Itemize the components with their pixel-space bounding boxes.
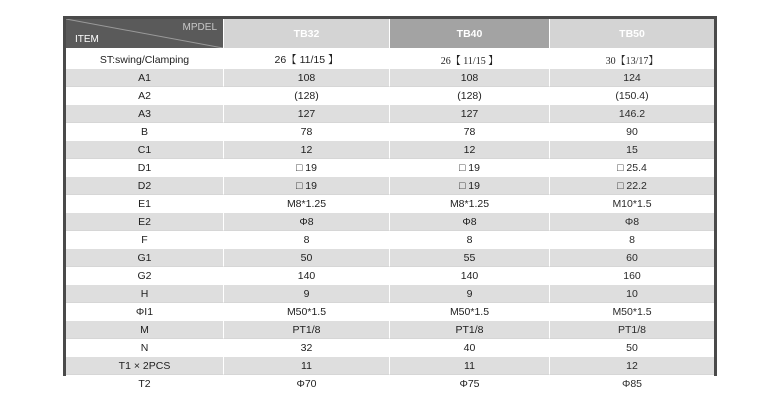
value-cell-tb40: 12 — [389, 140, 549, 158]
value-cell-tb50: (150.4) — [549, 86, 714, 104]
table-row — [66, 68, 714, 86]
value-cell-tb32: Φ8 — [223, 212, 389, 230]
table-row — [66, 212, 714, 230]
spec-table — [66, 19, 714, 392]
table-row — [66, 50, 714, 68]
value-cell-tb32: M8*1.25 — [223, 194, 389, 212]
value-cell-tb40: M50*1.5 — [389, 302, 549, 320]
table-row — [66, 248, 714, 266]
table-row — [66, 266, 714, 284]
column-header-tb50: TB50 — [549, 19, 714, 50]
value-cell-tb50: Φ8 — [549, 212, 714, 230]
value-cell-tb50: 12 — [549, 356, 714, 374]
table-row — [66, 158, 714, 176]
value-cell-tb32: (128) — [223, 86, 389, 104]
value-cell-tb40: Φ8 — [389, 212, 549, 230]
value-cell-tb32: 108 — [223, 68, 389, 86]
value-cell-tb40: 9 — [389, 284, 549, 302]
value-cell-tb50: □ 25.4 — [549, 158, 714, 176]
row-item-label: G1 — [66, 248, 223, 266]
value-cell-tb50: 124 — [549, 68, 714, 86]
value-cell-tb32: 50 — [223, 248, 389, 266]
model-axis-label: MPDEL — [182, 22, 217, 33]
value-cell-tb32: 11 — [223, 356, 389, 374]
value-cell-tb40: 127 — [389, 104, 549, 122]
table-row — [66, 176, 714, 194]
spec-table-frame — [63, 16, 717, 390]
row-item-label: M — [66, 320, 223, 338]
item-axis-label: ITEM — [75, 34, 99, 45]
value-cell-tb40: Φ75 — [389, 374, 549, 392]
table-row — [66, 194, 714, 212]
value-cell-tb32: 78 — [223, 122, 389, 140]
row-item-label: A2 — [66, 86, 223, 104]
table-row — [66, 374, 714, 392]
value-cell-tb40: 140 — [389, 266, 549, 284]
value-cell-tb50: 60 — [549, 248, 714, 266]
value-cell-tb32: □ 19 — [223, 158, 389, 176]
value-cell-tb40: 8 — [389, 230, 549, 248]
value-cell-tb40: 40 — [389, 338, 549, 356]
row-item-label: G2 — [66, 266, 223, 284]
value-cell-tb32: □ 19 — [223, 176, 389, 194]
value-cell-tb32: PT1/8 — [223, 320, 389, 338]
value-cell-tb50: M10*1.5 — [549, 194, 714, 212]
value-cell-tb32: 32 — [223, 338, 389, 356]
table-row — [66, 104, 714, 122]
row-item-label: D2 — [66, 176, 223, 194]
value-cell-tb32: 12 — [223, 140, 389, 158]
row-item-label: F — [66, 230, 223, 248]
row-item-label: E2 — [66, 212, 223, 230]
value-cell-tb50: 8 — [549, 230, 714, 248]
value-cell-tb32: Φ70 — [223, 374, 389, 392]
value-cell-tb50: 50 — [549, 338, 714, 356]
spec-table-body — [66, 50, 714, 392]
value-cell-tb40: □ 19 — [389, 176, 549, 194]
row-item-label: A1 — [66, 68, 223, 86]
value-cell-tb50: Φ85 — [549, 374, 714, 392]
value-cell-tb40: PT1/8 — [389, 320, 549, 338]
row-item-label: H — [66, 284, 223, 302]
row-item-label: C1 — [66, 140, 223, 158]
value-cell-tb40: 55 — [389, 248, 549, 266]
value-cell-tb32: 140 — [223, 266, 389, 284]
table-row — [66, 140, 714, 158]
value-cell-tb50: 160 — [549, 266, 714, 284]
table-row — [66, 338, 714, 356]
value-cell-tb40: □ 19 — [389, 158, 549, 176]
value-cell-tb32: 26【 11/15 】 — [223, 50, 389, 68]
column-header-tb32: TB32 — [223, 19, 389, 50]
value-cell-tb50: 15 — [549, 140, 714, 158]
value-cell-tb40: 78 — [389, 122, 549, 140]
table-row — [66, 230, 714, 248]
table-row — [66, 356, 714, 374]
value-cell-tb50: M50*1.5 — [549, 302, 714, 320]
value-cell-tb50: 10 — [549, 284, 714, 302]
row-item-label: D1 — [66, 158, 223, 176]
table-row — [66, 86, 714, 104]
row-item-label: T2 — [66, 374, 223, 392]
value-cell-tb32: 127 — [223, 104, 389, 122]
value-cell-tb40: 26【 11/15 】 — [389, 50, 549, 68]
row-item-label: T1 × 2PCS — [66, 356, 223, 374]
row-item-label: B — [66, 122, 223, 140]
table-row — [66, 302, 714, 320]
value-cell-tb40: 11 — [389, 356, 549, 374]
value-cell-tb40: 108 — [389, 68, 549, 86]
value-cell-tb50: PT1/8 — [549, 320, 714, 338]
table-row — [66, 320, 714, 338]
row-item-label: ΦI1 — [66, 302, 223, 320]
value-cell-tb50: □ 22.2 — [549, 176, 714, 194]
row-item-label: N — [66, 338, 223, 356]
corner-header-cell — [66, 19, 223, 50]
value-cell-tb32: 9 — [223, 284, 389, 302]
row-item-label: A3 — [66, 104, 223, 122]
value-cell-tb50: 30【13/17】 — [549, 50, 714, 68]
value-cell-tb32: 8 — [223, 230, 389, 248]
row-item-label: ST:swing/Clamping — [66, 50, 223, 68]
table-row — [66, 284, 714, 302]
table-row — [66, 122, 714, 140]
value-cell-tb32: M50*1.5 — [223, 302, 389, 320]
row-item-label: E1 — [66, 194, 223, 212]
value-cell-tb50: 90 — [549, 122, 714, 140]
header-row — [66, 19, 714, 50]
column-header-tb40: TB40 — [389, 19, 549, 50]
value-cell-tb50: 146.2 — [549, 104, 714, 122]
value-cell-tb40: (128) — [389, 86, 549, 104]
value-cell-tb40: M8*1.25 — [389, 194, 549, 212]
